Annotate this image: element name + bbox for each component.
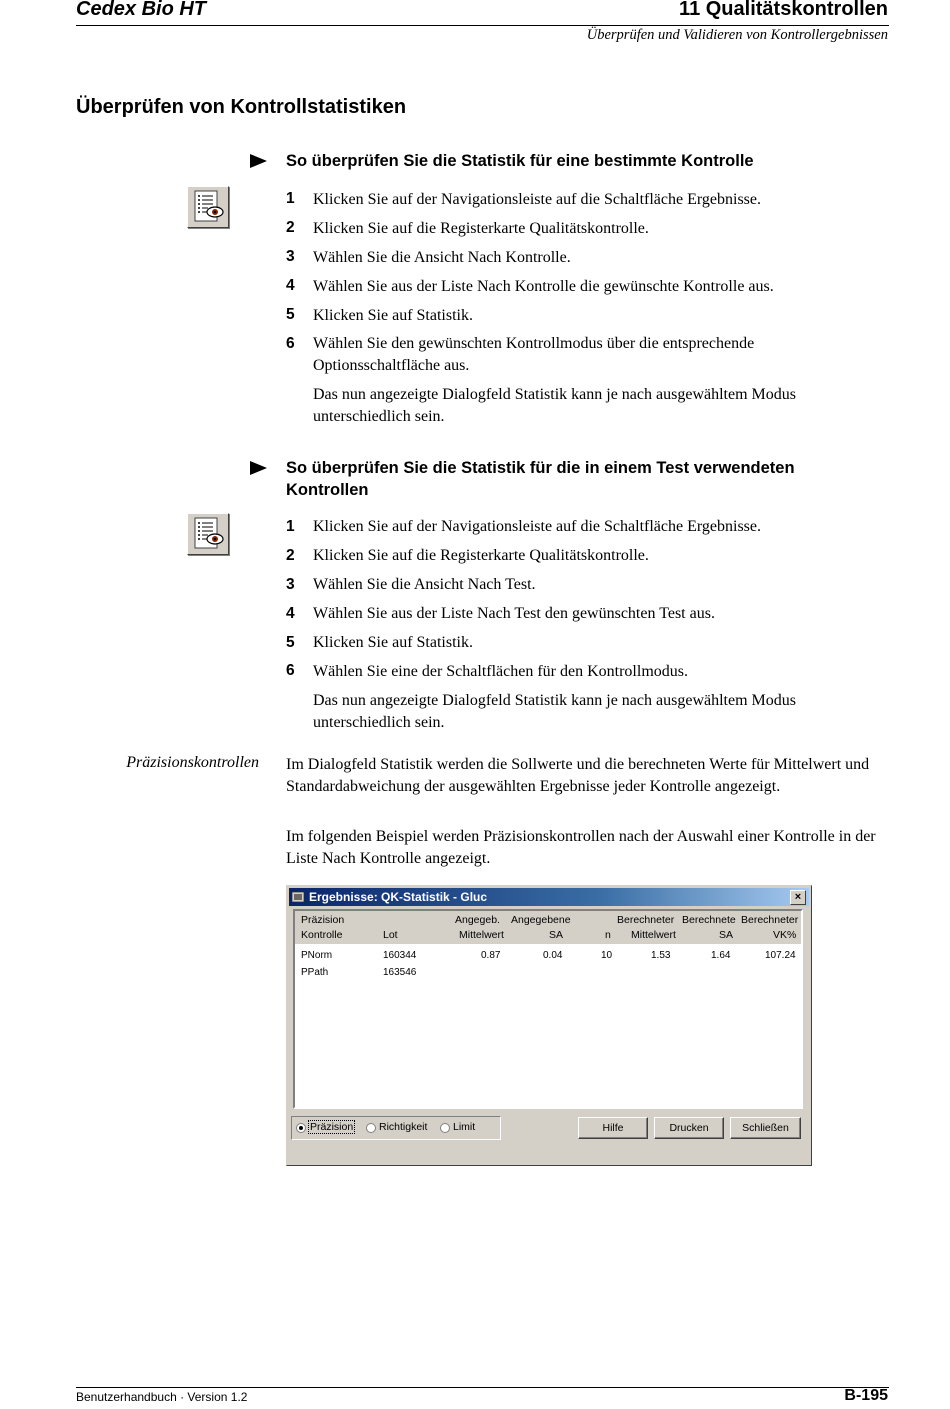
step-number: 6 (286, 662, 295, 679)
chapter-title: 11 Qualitätskontrollen (679, 0, 888, 20)
paragraph: Im Dialogfeld Statistik werden die Sollwerte und die berechneten Werte für Mittelwert und Standardabweichung der ausgewählten Ergebnisse jeder Kontrolle angezeigt. (286, 756, 870, 795)
column-header: VK% (773, 929, 797, 941)
list-header (295, 911, 801, 944)
column-header: SA (549, 929, 564, 941)
step-number: 4 (286, 605, 295, 622)
step-text: Wählen Sie aus der Liste Nach Kontrolle die gewünschte Kontrolle aus. (313, 278, 774, 295)
cell-sa: 1.64 (711, 950, 731, 961)
step-text: Klicken Sie auf der Navigationsleiste auf die Schaltfläche Ergebnisse. (313, 191, 761, 208)
column-header: n (605, 929, 611, 941)
control-mode-group (291, 1116, 501, 1140)
step-number: 6 (286, 335, 295, 352)
procedure-1-title: So überprüfen Sie die Statistik für eine bestimmte Kontrolle (286, 152, 754, 170)
column-header: Berechneter (617, 914, 675, 926)
step-text: Wählen Sie den gewünschten Kontrollmodus über die entsprechende Optionsschaltfläche aus. (313, 335, 755, 374)
column-header: Berechnete (682, 914, 736, 926)
margin-label: Präzisionskontrollen (126, 754, 259, 771)
cell-vk: 107.24 (765, 950, 796, 961)
step-text: Wählen Sie aus der Liste Nach Test den gewünschten Test aus. (313, 605, 715, 622)
step-number: 1 (286, 518, 295, 535)
dialog-title: Ergebnisse: QK-Statistik - Gluc (309, 890, 488, 904)
step-number: 5 (286, 634, 295, 651)
step-number: 3 (286, 576, 295, 593)
step-text: Klicken Sie auf Statistik. (313, 634, 473, 651)
header-rule (76, 25, 889, 26)
footer-rule (76, 1387, 889, 1388)
print-button[interactable]: Drucken (654, 1117, 724, 1139)
radio-precision[interactable] (296, 1123, 306, 1133)
radio-label[interactable]: Limit (453, 1121, 476, 1133)
close-icon[interactable]: × (790, 890, 806, 905)
statistics-list[interactable] (293, 909, 803, 1109)
footer-text: Benutzerhandbuch · Version 1.2 (76, 1390, 248, 1404)
column-header: Mittelwert (459, 929, 504, 941)
step-text: Klicken Sie auf der Navigationsleiste auf die Schaltfläche Ergebnisse. (313, 518, 761, 535)
step-text: Klicken Sie auf die Registerkarte Qualitätskontrolle. (313, 220, 649, 237)
step-number: 3 (286, 248, 295, 265)
cell-lot: 160344 (383, 950, 417, 961)
procedure-arrow-icon (250, 154, 267, 168)
step-text: Wählen Sie die Ansicht Nach Test. (313, 576, 536, 593)
cell-n: 10 (601, 950, 613, 961)
qc-statistics-dialog (286, 885, 812, 1166)
close-button[interactable]: Schließen (730, 1117, 801, 1139)
column-header: Angegebene (511, 914, 571, 926)
step-number: 5 (286, 306, 295, 323)
cell-kontrolle: PNorm (301, 950, 333, 961)
cell-kontrolle: PPath (301, 967, 329, 978)
paragraph: Im folgenden Beispiel werden Präzisionskontrollen nach der Auswahl einer Kontrolle in der Liste Nach Kontrolle angezeigt. (286, 828, 876, 867)
product-name: Cedex Bio HT (76, 0, 207, 20)
procedure-arrow-icon (250, 461, 267, 475)
section-title: Überprüfen von Kontrollstatistiken (76, 96, 407, 118)
chapter-subtitle: Überprüfen und Validieren von Kontrollergebnissen (586, 27, 888, 43)
column-header: Mittelwert (631, 929, 676, 941)
cell-soll-mittelwert: 0.87 (481, 950, 501, 961)
step-text: Wählen Sie eine der Schaltflächen für den Kontrollmodus. (313, 663, 688, 680)
radio-label[interactable]: Präzision (310, 1121, 354, 1133)
radio-limit[interactable] (440, 1123, 450, 1133)
step-note: Das nun angezeigte Dialogfeld Statistik kann je nach ausgewähltem Modus unterschiedlich sein. (313, 692, 796, 731)
column-header: SA (719, 929, 734, 941)
dialog-titlebar (289, 888, 809, 906)
cell-soll-sa: 0.04 (543, 950, 563, 961)
results-list-icon (187, 186, 229, 228)
table-row[interactable] (295, 965, 801, 981)
table-row[interactable] (295, 948, 801, 964)
results-list-icon (187, 513, 229, 555)
column-header: Kontrolle (301, 929, 343, 941)
window-menu-icon[interactable] (292, 892, 304, 902)
step-text: Klicken Sie auf Statistik. (313, 307, 473, 324)
column-header: Lot (383, 929, 398, 941)
step-number: 2 (286, 219, 295, 236)
column-header: Angegeb. (455, 914, 500, 926)
step-number: 1 (286, 190, 295, 207)
step-note: Das nun angezeigte Dialogfeld Statistik kann je nach ausgewähltem Modus unterschiedlich sein. (313, 386, 796, 425)
step-number: 2 (286, 547, 295, 564)
cell-mittelwert: 1.53 (651, 950, 671, 961)
procedure-2-title: So überprüfen Sie die Statistik für die in einem Test verwendeten Kontrollen (286, 459, 795, 499)
step-text: Wählen Sie die Ansicht Nach Kontrolle. (313, 249, 571, 266)
cell-lot: 163546 (383, 967, 417, 978)
page-number: B-195 (844, 1387, 888, 1404)
radio-label[interactable]: Richtigkeit (379, 1121, 428, 1133)
step-text: Klicken Sie auf die Registerkarte Qualitätskontrolle. (313, 547, 649, 564)
help-button[interactable]: Hilfe (578, 1117, 648, 1139)
radio-accuracy[interactable] (366, 1123, 376, 1133)
column-header: Präzision (301, 914, 345, 926)
column-header: Berechneter (741, 914, 799, 926)
step-number: 4 (286, 277, 295, 294)
